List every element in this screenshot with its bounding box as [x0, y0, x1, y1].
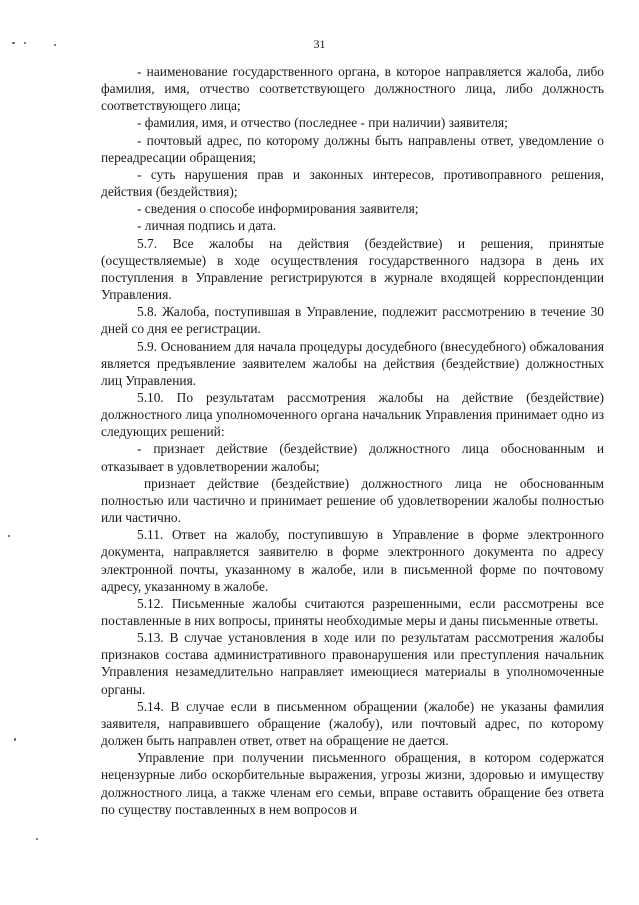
scan-speck: [14, 738, 16, 741]
paragraph: 5.11. Ответ на жалобу, поступившую в Управление в форме электронного документа, направляется заявителю в форме электронного документа по адресу электронной почты, указанному в жалобе, или в письменной форме по почтовому адресу, указанному в жалобе.: [101, 527, 604, 594]
paragraph: признает действие (бездействие) должностного лица не обоснованным полностью или частично и принимает решение об удовлетворении жалобы полностью или частично.: [101, 475, 604, 526]
paragraph: - почтовый адрес, по которому должны быть направлены ответ, уведомление о переадресации обращения;: [101, 132, 604, 165]
paragraph: 5.13. В случае установления в ходе или по результатам рассмотрения жалобы признаков состава административного правонарушения или преступления начальник Управления незамедлительно направляет имеющиеся материалы в уполномоченные органы.: [101, 630, 604, 697]
paragraph: 5.7. Все жалобы на действия (бездействие) и решения, принятые (осуществляемые) в ходе осуществления государственного надзора в день их поступления в Управление регистрируются в журнале входящей корреспонденции Управления.: [101, 235, 604, 303]
scan-speck: [12, 42, 15, 44]
paragraph: 5.8. Жалоба, поступившая в Управление, подлежит рассмотрению в течение 30 дней со дня ее регистрации.: [101, 304, 604, 337]
paragraph: - признает действие (бездействие) должностного лица обоснованным и отказывает в удовлетворении жалобы;: [101, 441, 604, 474]
paragraph: 5.10. По результатам рассмотрения жалобы на действие (бездействие) должностного лица уполномоченного органа начальник Управления принимает одно из следующих решений:: [101, 389, 604, 440]
paragraph: Управление при получении письменного обращения, в котором содержатся нецензурные либо оскорбительные выражения, угрозы жизни, здоровью и имуществу должностного лица, а также членам его семьи, вправе оставить обращение без ответа по существу поставленных в нем вопросов и: [101, 750, 604, 817]
paragraph: - сведения о способе информирования заявителя;: [137, 201, 419, 217]
paragraph: 5.14. В случае если в письменном обращении (жалобе) не указаны фамилия заявителя, направившего обращение (жалобу), или почтовый адрес, по которому должен быть направлен ответ, ответ на обращение не дается.: [101, 698, 604, 749]
paragraph: 5.12. Письменные жалобы считаются разрешенными, если рассмотрены все поставленные в них вопросы, приняты необходимые меры и даны письменные ответы.: [101, 595, 604, 628]
paragraph: - наименование государственного органа, в которое направляется жалоба, либо фамилия, имя, отчество соответствующего должностного лица, либо должность соответствующего лица;: [101, 64, 604, 114]
scan-speck: [54, 44, 56, 46]
paragraph: - суть нарушения прав и законных интересов, противоправного решения, действия (бездействия);: [101, 166, 604, 200]
scan-speck: [8, 535, 10, 537]
page-number: 31: [313, 37, 326, 51]
document-body: [101, 63, 604, 818]
paragraph: - фамилия, имя, и отчество (последнее - при наличии) заявителя;: [137, 115, 508, 131]
scan-speck: [24, 42, 26, 44]
paragraph: - личная подпись и дата.: [137, 218, 277, 234]
scan-speck: [36, 838, 38, 840]
paragraph: 5.9. Основанием для начала процедуры досудебного (внесудебного) обжалования является предъявление заявителем жалобы на действия (бездействие) должностных лиц Управления.: [101, 338, 604, 388]
